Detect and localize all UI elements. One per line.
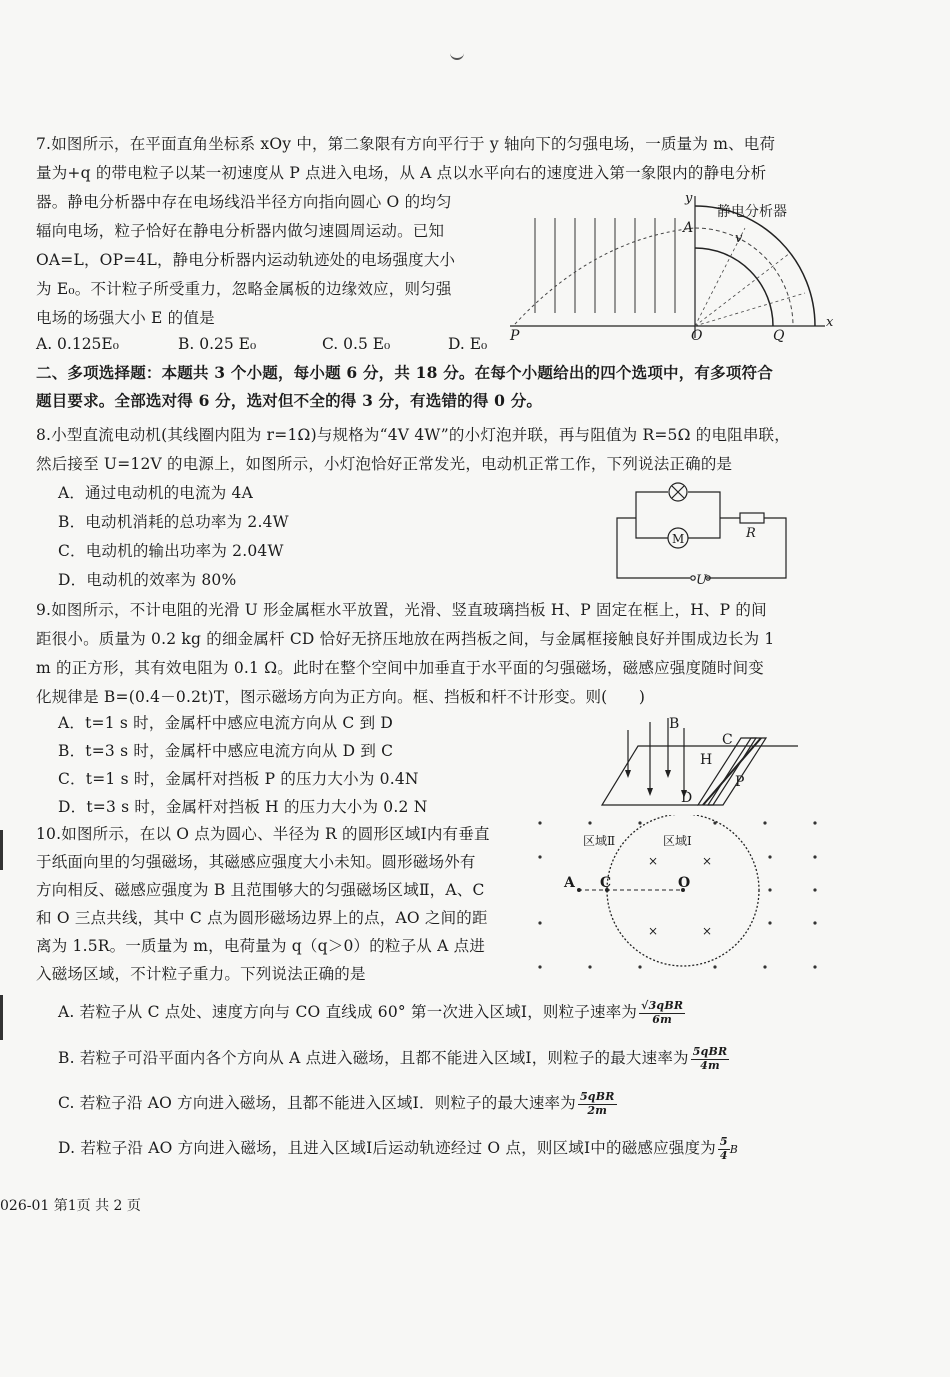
q7-line: 电场的场强大小 E 的值是 — [36, 309, 215, 327]
q7-analyzer-label: 静电分析器 — [717, 204, 787, 220]
svg-text:×: × — [702, 924, 713, 938]
q7-inner-plate — [695, 248, 773, 326]
q7-velocity-label: v — [735, 231, 743, 246]
svg-text:×: × — [702, 854, 713, 868]
q8-r-label: R — [746, 526, 756, 541]
q9-p-label: P — [735, 774, 745, 790]
q10-option-c-text: C. 若粒子沿 AO 方向进入磁场，且都不能进入区域Ⅰ．则粒子的最大速率为 — [58, 1094, 576, 1112]
q10-option-a-text: A. 若粒子从 C 点处、速度方向与 CO 直线成 60° 第一次进入区域Ⅰ，则粒子速率为 — [58, 1003, 638, 1021]
q9-figure — [598, 710, 808, 810]
q9-plate-p — [708, 738, 766, 805]
q9-option-b: B．t=3 s 时，金属杆中感应电流方向从 D 到 C — [58, 742, 394, 760]
q10-line: 10.如图所示，在以 O 点为圆心、半径为 R 的圆形区域Ⅰ内有垂直 — [36, 825, 490, 843]
q8-line: 然后接至 U=12V 的电源上，如图所示，小灯泡恰好正常发光，电动机正常工作，下列说法正确的是 — [36, 455, 733, 473]
q8-line: 8.小型直流电动机(其线圈内阻为 r=1Ω)与规格为“4V 4W”的小灯泡并联，再与阻值为 R=5Ω 的电阻串联， — [36, 426, 790, 444]
scan-edge-mark — [0, 830, 3, 870]
q8-option-a: A．通过电动机的电流为 4A — [58, 484, 253, 502]
q8-u-label: U — [696, 573, 707, 588]
q10-figure — [530, 815, 830, 980]
q10-line: 入磁场区域，不计粒子重力。下列说法正确的是 — [36, 965, 366, 983]
q9-option-c: C．t=1 s 时，金属杆对挡板 P 的压力大小为 0.4N — [58, 770, 419, 788]
q10-option-d-tail: B — [729, 1143, 739, 1156]
q9-b-label: B — [669, 716, 680, 732]
fraction-denominator: 6m — [652, 1012, 672, 1026]
q8-option-c: C．电动机的输出功率为 2.04W — [58, 542, 284, 560]
q10-line: 方向相反、磁感应强度为 B 且范围够大的匀强磁场区域Ⅱ，A、C — [36, 881, 485, 899]
q7-point-a: A — [683, 220, 694, 236]
q9-plate-h — [698, 738, 756, 805]
q10-option-c-fraction — [578, 1091, 617, 1116]
q7-line: 量为+q 的带电粒子以某一初速度从 P 点进入电场，从 A 点以水平向右的速度进入第一象限内的静电分析 — [36, 164, 767, 182]
q7-field-lines — [535, 218, 675, 313]
q7-line: 辐向电场，粒子恰好在静电分析器内做匀速圆周运动。已知 — [36, 222, 445, 240]
q9-line: 化规律是 B=(0.4－0.2t)T，图示磁场方向为正方向。框、挡板和杆不计形变。则( ) — [36, 688, 646, 706]
fraction-numerator: √3qBR — [641, 999, 684, 1013]
q10-point-a: A — [564, 875, 575, 891]
q7-point-p: P — [510, 328, 520, 343]
q10-option-a-fraction — [639, 1000, 685, 1025]
q7-line: 为 E₀。不计粒子所受重力，忽略金属板的边缘效应，则匀强 — [36, 280, 452, 298]
q10-line: 于纸面向里的匀强磁场，其磁感应强度大小未知。圆形磁场外有 — [36, 853, 476, 871]
q10-option-a — [58, 1000, 685, 1026]
section2-line: 题目要求。全部选对得 6 分，选对但不全的得 3 分，有选错的得 0 分。 — [36, 391, 543, 410]
q10-option-d-text: D. 若粒子沿 AO 方向进入磁场，且进入区域Ⅰ后运动轨迹经过 O 点，则区域Ⅰ中的磁感应强度为 — [58, 1139, 716, 1157]
q10-option-d-fraction — [718, 1136, 730, 1161]
q10-option-d — [58, 1136, 738, 1162]
q9-line: 9.如图所示，不计电阻的光滑 U 形金属框水平放置，光滑、竖直玻璃挡板 H、P 固定在框上，H、P 的间 — [36, 601, 767, 619]
q10-line: 和 O 三点共线，其中 C 点为圆形磁场边界上的点，AO 之间的距 — [36, 909, 488, 927]
q9-d-label: D — [681, 790, 693, 806]
scan-mark — [450, 52, 464, 60]
q7-radial-lines — [695, 228, 805, 326]
q9-line: 距很小。质量为 0.2 kg 的细金属杆 CD 恰好无挤压地放在两挡板之间，与金属框接触良好并围成边长为 1 — [36, 630, 775, 648]
q9-h-label: H — [700, 752, 713, 768]
page-footer: 026-01 第1页 共 2 页 — [0, 1198, 141, 1214]
q7-x-label: x — [826, 315, 834, 330]
q7-option-d: D. E₀ — [448, 335, 488, 353]
q7-line: 7.如图所示，在平面直角坐标系 xOy 中，第二象限有方向平行于 y 轴向下的匀强电场，一质量为 m、电荷 — [36, 135, 776, 153]
section2-line: 二、多项选择题：本题共 3 个小题，每小题 6 分，共 18 分。在每个小题给出的四个选项中，有多项符合 — [36, 363, 773, 382]
fraction-numerator: 5qBR — [579, 1090, 615, 1104]
q7-orbit — [695, 228, 793, 326]
q7-point-o: O — [691, 328, 703, 343]
fraction-denominator: 2m — [587, 1103, 608, 1117]
q10-option-b-text: B. 若粒子可沿平面内各个方向从 A 点进入磁场，且都不能进入区域Ⅰ，则粒子的最大速率为 — [58, 1049, 689, 1067]
q9-c-label: C — [722, 732, 733, 748]
q7-y-label: y — [685, 191, 693, 206]
q10-option-b — [58, 1046, 729, 1072]
q9-rod-cd — [703, 738, 761, 805]
q10-region1-label: 区域Ⅰ — [663, 834, 692, 848]
q7-option-b: B. 0.25 E₀ — [178, 335, 257, 353]
q7-trajectory — [515, 228, 695, 324]
q8-option-b: B．电动机消耗的总功率为 2.4W — [58, 513, 289, 531]
fraction-numerator: 5qBR — [692, 1045, 728, 1059]
scan-edge-mark — [0, 995, 3, 1040]
q7-figure — [505, 188, 835, 343]
q7-option-a: A. 0.125E₀ — [36, 335, 119, 353]
q10-cross-marks — [648, 854, 712, 938]
svg-text:×: × — [648, 854, 659, 868]
q8-resistor — [740, 513, 764, 523]
svg-text:×: × — [648, 924, 659, 938]
q8-option-d: D．电动机的效率为 80% — [58, 571, 237, 589]
q10-option-b-fraction — [691, 1046, 730, 1071]
fraction-denominator: 4 — [719, 1148, 728, 1162]
q10-point-c: C — [600, 875, 612, 891]
q10-line: 离为 1.5R。一质量为 m，电荷量为 q（q＞0）的粒子从 A 点进 — [36, 937, 486, 955]
q9-line: m 的正方形，其有效电阻为 0.1 Ω。此时在整个空间中加垂直于水平面的匀强磁场，磁感应强度随时间变 — [36, 659, 764, 677]
q9-option-d: D．t=3 s 时，金属杆对挡板 H 的压力大小为 0.2 N — [58, 798, 428, 816]
q10-region2-label: 区域Ⅱ — [583, 834, 616, 848]
fraction-denominator: 4m — [700, 1058, 720, 1072]
q7-line: 器。静电分析器中存在电场线沿半径方向指向圆心 O 的均匀 — [36, 193, 452, 211]
fraction-numerator: 5 — [719, 1135, 728, 1149]
q7-point-q: Q — [773, 328, 785, 343]
q8-circuit — [612, 480, 802, 590]
q10-point-o: O — [678, 875, 691, 891]
q9-option-a: A．t=1 s 时，金属杆中感应电流方向从 C 到 D — [58, 714, 394, 732]
q8-motor-label: M — [672, 532, 685, 546]
q7-option-c: C. 0.5 E₀ — [322, 335, 391, 353]
q10-option-c — [58, 1091, 617, 1117]
q7-line: OA=L，OP=4L，静电分析器内运动轨迹处的电场强度大小 — [36, 251, 456, 269]
